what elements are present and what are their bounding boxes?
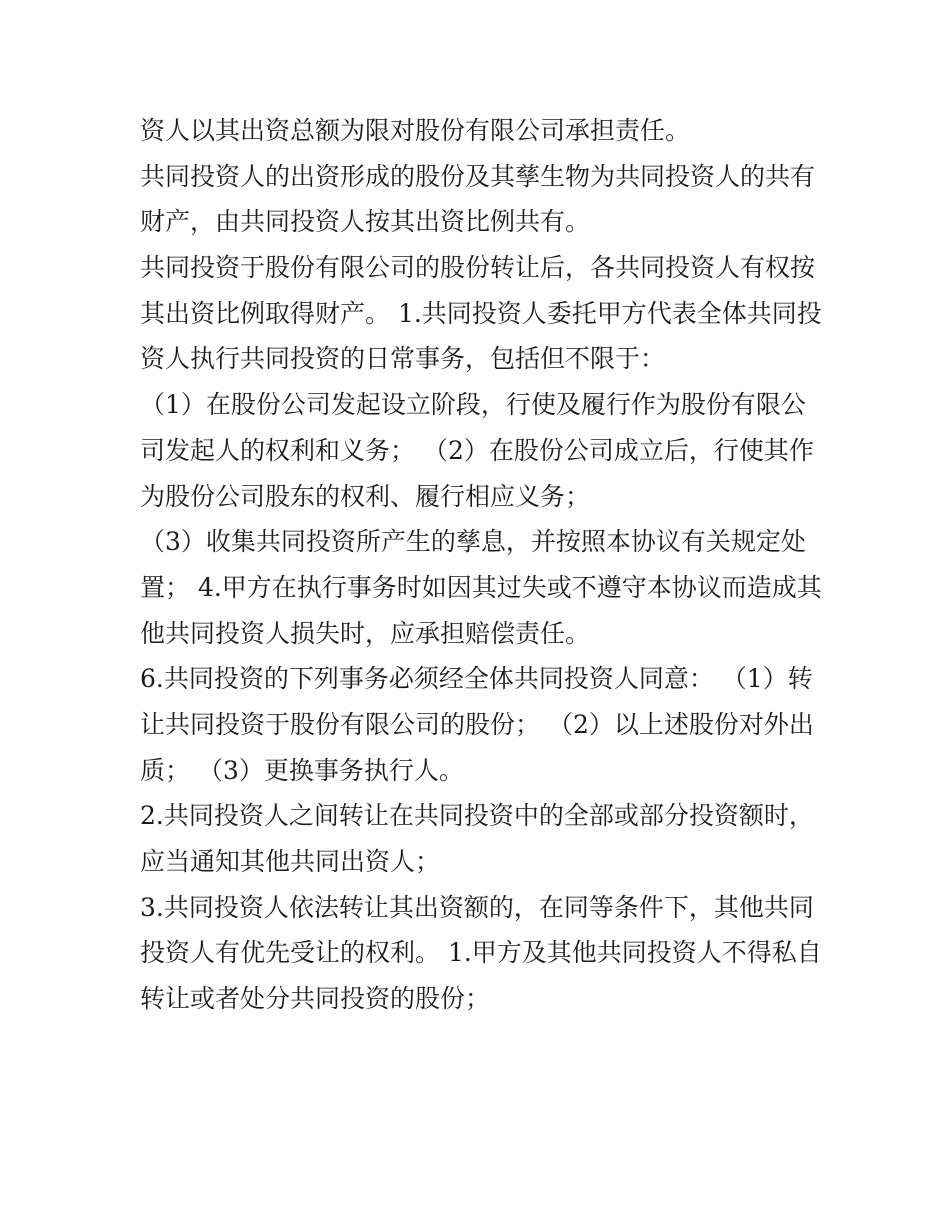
text-line-12: 他共同投资人损失时，应承担赔偿责任。 bbox=[140, 618, 591, 648]
text-line-6: 资人执行共同投资的日常事务，包括但不限于： bbox=[140, 344, 666, 374]
text-line-3: 财产，由共同投资人按其出资比例共有。 bbox=[140, 207, 591, 237]
text-line-13: 6.共同投资的下列事务必须经全体共同投资人同意： （1）转 bbox=[140, 664, 813, 694]
text-line-2: 共同投资人的出资形成的股份及其孳生物为共同投资人的共有 bbox=[140, 161, 816, 191]
text-line-14: 让共同投资于股份有限公司的股份； （2）以上述股份对外出 bbox=[140, 709, 814, 739]
text-line-10: （3）收集共同投资所产生的孳息，并按照本协议有关规定处 bbox=[140, 527, 806, 557]
text-line-8: 司发起人的权利和义务； （2）在股份公司成立后，行使其作 bbox=[140, 435, 814, 465]
text-line-5: 其出资比例取得财产。 1.共同投资人委托甲方代表全体共同投 bbox=[140, 298, 822, 328]
text-line-20: 转让或者处分共同投资的股份； bbox=[140, 984, 491, 1014]
text-line-4: 共同投资于股份有限公司的股份转让后，各共同投资人有权按 bbox=[140, 253, 816, 283]
text-line-15: 质； （3）更换事务执行人。 bbox=[140, 755, 464, 785]
text-line-18: 3.共同投资人依法转让其出资额的，在同等条件下，其他共同 bbox=[140, 892, 814, 922]
text-line-16: 2.共同投资人之间转让在共同投资中的全部或部分投资额时， bbox=[140, 801, 814, 831]
text-line-7: （1）在股份公司发起设立阶段，行使及履行作为股份有限公 bbox=[140, 390, 806, 420]
text-line-1: 资人以其出资总额为限对股份有限公司承担责任。 bbox=[140, 116, 691, 145]
text-line-17: 应当通知其他共同出资人； bbox=[140, 847, 441, 876]
text-line-19: 投资人有优先受让的权利。 1.甲方及其他共同投资人不得私自 bbox=[140, 938, 822, 968]
text-line-11: 置； 4.甲方在执行事务时如因其过失或不遵守本协议而造成其 bbox=[140, 572, 822, 602]
document-body bbox=[140, 108, 830, 1022]
text-line-9: 为股份公司股东的权利、履行相应义务； bbox=[140, 481, 591, 511]
